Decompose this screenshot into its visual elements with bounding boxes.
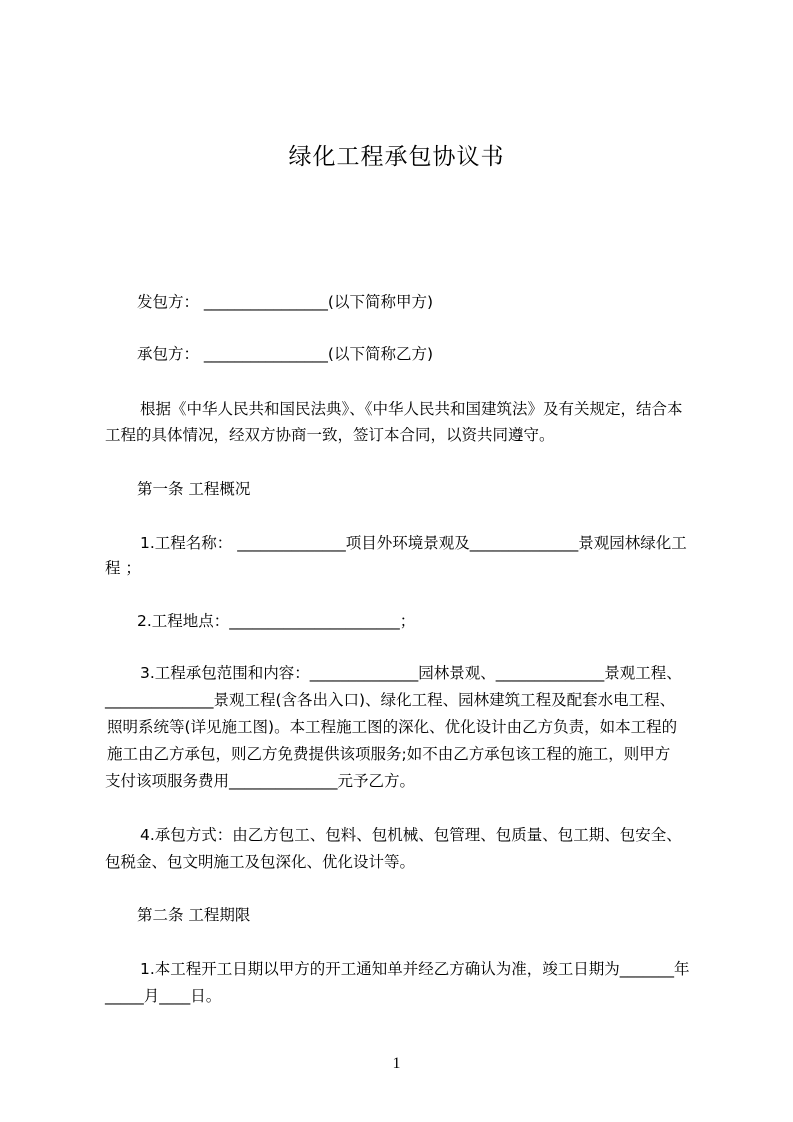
project-name-line-2: 程 ； [105, 559, 141, 577]
preamble-line-1: 根据《中华人民共和国民法典》、《中华人民共和国建筑法》及有关规定，结合本 [140, 400, 683, 418]
article-1-heading: 第一条 工程概况 [137, 480, 251, 498]
scope-line-4: 施工由乙方承包，则乙方免费提供该项服务;如不由乙方承包该工程的施工，则甲方 [107, 745, 671, 763]
scope-line-5: 支付该项服务费用______________元予乙方。 [105, 772, 416, 790]
contract-mode-line-1: 4.承包方式：由乙方包工、包料、包机械、包管理、包质量、包工期、包安全、 [140, 826, 682, 844]
scope-line-2: ______________景观工程(含各出入口)、绿化工程、园林建筑工程及配套水电工程、 [105, 691, 676, 709]
article-2-heading: 第二条 工程期限 [137, 906, 251, 924]
project-location-line: 2.工程地点：______________________； [137, 612, 416, 630]
schedule-line-1: 1.本工程开工日期以甲方的开工通知单并经乙方确认为准，竣工日期为_______年 [140, 960, 690, 978]
project-name-line-1: 1.工程名称： ______________项目外环境景观及______________景观园林绿化工 [140, 534, 687, 552]
scope-line-1: 3.工程承包范围和内容：______________园林景观、______________景观工程、 [140, 664, 682, 682]
page-number: 1 [392, 1055, 401, 1072]
party-b-line: 承包方： ________________(以下简称乙方) [137, 345, 434, 363]
contract-mode-line-2: 包税金、包文明施工及包深化、优化设计等。 [105, 853, 416, 871]
party-a-line: 发包方： ________________(以下简称甲方) [137, 293, 434, 311]
schedule-line-2: _____月____日。 [105, 987, 222, 1005]
document-title: 绿化工程承包协议书 [288, 144, 505, 170]
scope-line-3: 照明系统等(详见施工图)。本工程施工图的深化、优化设计由乙方负责，如本工程的 [107, 718, 678, 736]
preamble-line-2: 工程的具体情况，经双方协商一致，签订本合同，以资共同遵守。 [105, 426, 555, 444]
